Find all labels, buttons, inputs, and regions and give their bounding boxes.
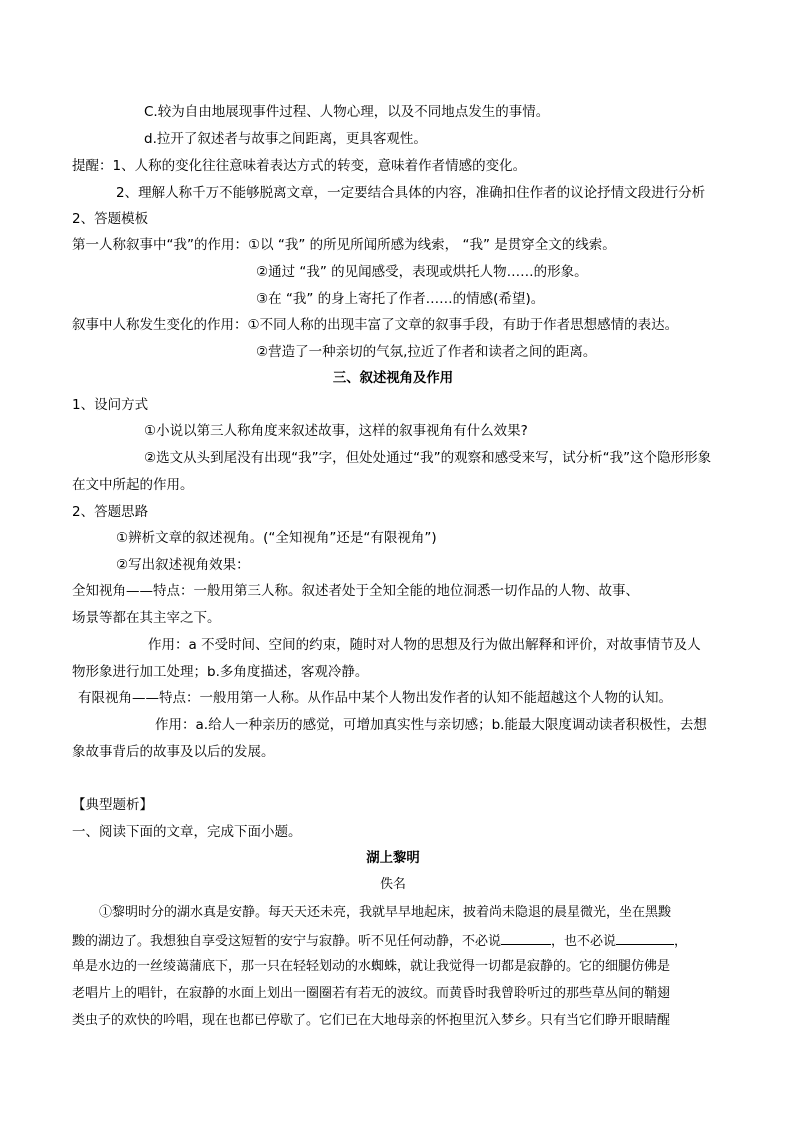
omniscient-2: 场景等都在其主宰之下。 (72, 610, 221, 626)
ask-1: ①小说以第三人称角度来叙述故事，这样的叙事视角有什么效果? (144, 423, 528, 439)
approach-heading: 2、答题思路 (72, 504, 149, 520)
ask-2a: ②选文从头到尾没有出现“我”字，但处处通过“我”的观察和感受来写，试分析“我”这个隐形形象 (144, 450, 712, 466)
paragraph-line-4: 老唱片上的唱针，在寂静的水面上划出一圈圈若有若无的波纹。而黄昏时我曾聆听过的那些草丛间的鞘翅 (72, 986, 671, 1001)
ask-2b: 在文中所起的作用。 (72, 477, 194, 493)
paragraph-line-3: 单是水边的一丝绫蔼蒲底下，那一只在轻轻划动的水蜘蛛，就让我觉得一切都是寂静的。它的细腿仿佛是 (72, 959, 671, 974)
paragraph-line-2 (72, 931, 687, 951)
fill-blank-2[interactable] (616, 931, 674, 945)
omniscient-4: 物形象进行加工处理；b.多角度描述，客观冷静。 (72, 664, 369, 680)
approach-1: ①辨析文章的叙述视角。(“全知视角”还是“有限视角”) (116, 530, 437, 546)
paragraph-line-5: 类虫子的欢快的吟唱，现在也都已停歇了。它们已在大地母亲的怀抱里沉入梦乡。只有当它们睁开眼睛醒 (72, 1013, 671, 1028)
change-2: ②营造了一种亲切的气氛,拉近了作者和读者之间的距离。 (256, 344, 597, 360)
first-person-3: ③在 “我” 的身上寄托了作者……的情感(希望)。 (256, 291, 545, 307)
ask-heading: 1、设问方式 (72, 397, 149, 413)
section-title: 三、叙述视角及作用 (332, 370, 454, 386)
approach-2: ②写出叙述视角效果： (116, 557, 250, 573)
paragraph-line-1: ①黎明时分的湖水真是安静。每天天还未亮，我就早早地起床，披着尚未隐退的晨星微光，坐在黑黢 (99, 905, 672, 920)
paragraph-line-2-end: ， (674, 934, 688, 949)
article-title: 湖上黎明 (366, 850, 420, 866)
paragraph-line-2-mid: ，也不必说 (551, 934, 617, 949)
first-person-1: 第一人称叙事中“我”的作用：①以 “我” 的所见所闻所感为线索， “我” 是贯穿全文的线索。 (72, 237, 616, 253)
omniscient-1: 全知视角——特点：一般用第三人称。叙述者处于全知全能的地位洞悉一切作品的人物、故事、 (72, 583, 639, 599)
article-author: 佚名 (380, 877, 406, 892)
fill-blank-1[interactable] (501, 931, 551, 945)
point-d: d.拉开了叙述者与故事之间距离，更具客观性。 (144, 131, 427, 147)
limited-3: 象故事背后的故事及以后的发展。 (72, 744, 275, 760)
read-prompt: 一、阅读下面的文章，完成下面小题。 (72, 824, 302, 840)
typical-heading: 【典型题析】 (72, 797, 153, 813)
first-person-2: ②通过 “我” 的见闻感受，表现或烘托人物……的形象。 (256, 264, 588, 280)
point-c: C.较为自由地展现事件过程、人物心理，以及不同地点发生的事情。 (144, 104, 550, 120)
change-1: 叙事中人称发生变化的作用：①不同人称的出现丰富了文章的叙事手段，有助于作者思想感情的表达。 (72, 317, 679, 333)
reminder-2: 2、理解人称千万不能够脱离文章，一定要结合具体的内容，准确扣住作者的议论抒情文段进行分析 (116, 185, 706, 201)
template-heading: 2、答题模板 (72, 211, 149, 227)
omniscient-3: 作用：a 不受时间、空间的约束，随时对人物的思想及行为做出解释和评价，对故事情节及人 (148, 637, 701, 653)
paragraph-line-2-text: 黢的湖边了。我想独自享受这短暂的安宁与寂静。听不见任何动静，不必说 (72, 934, 502, 949)
limited-2: 作用：a.给人一种亲历的感觉，可增加真实性与亲切感；b.能最大限度调动读者积极性，去想 (155, 717, 707, 733)
reminder-1: 提醒：1、人称的变化往往意味着表达方式的转变，意味着作者情感的变化。 (72, 158, 527, 174)
limited-1: 有限视角——特点：一般用第一人称。从作品中某个人物出发作者的认知不能超越这个人物的认知。 (78, 690, 672, 706)
